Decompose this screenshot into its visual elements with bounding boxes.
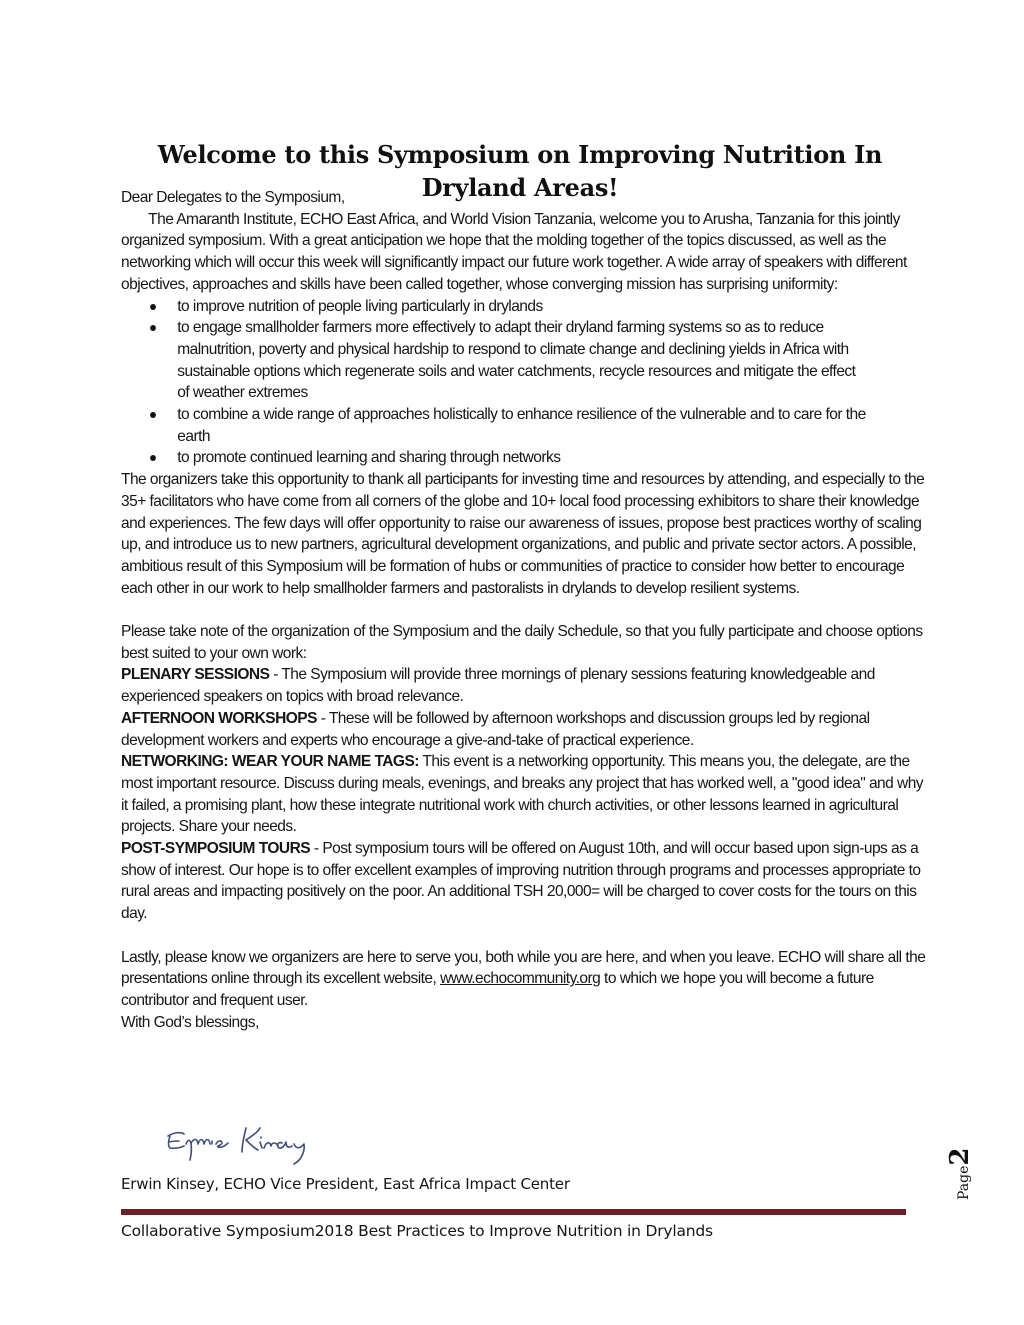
page-label: Page <box>956 1165 972 1200</box>
intro-paragraph: The Amaranth Institute, ECHO East Africa, and World Vision Tanzania, welcome you to Arusha, Tanzania for this jointly organized symposium. With a great anticipation we hope that the molding together of the topics discussed, as well as the networking which will occur this week will significantly impact our future work together. A wide array of speakers with different objectives, approaches and skills have been called together, whose converging mission has surprising uniformity: <box>121 210 907 293</box>
salutation: Dear Delegates to the Symposium, <box>121 189 345 206</box>
closing-paragraph: Lastly, please know we organizers are here to serve you, both while you are here, and when you leave. ECHO will share all the presentations online through its excellent website, www.echocommunity.org to which we hope you will become a future contributor and frequent user. <box>121 948 926 1009</box>
section-networking: NETWORKING: WEAR YOUR NAME TAGS: This event is a networking opportunity. This means you, the delegate, are the most important resource. Discuss during meals, evenings, and breaks any project that has worked well, a "good idea" and why it failed, a promising plant, how these integrate nutritional work with church activities, or other lessons learned in agricultural projects. Share your needs. <box>121 753 924 836</box>
section-heading: NETWORKING: WEAR YOUR NAME TAGS: <box>121 753 419 771</box>
note-paragraph: Please take note of the organization of the Symposium and the daily Schedule, so that you fully participate and choose options best suited to your own work: <box>121 623 923 662</box>
blessing: With God’s blessings, <box>121 1013 259 1031</box>
list-item: to combine a wide range of approaches holistically to enhance resilience of the vulnerable and to care for the earth <box>177 404 926 447</box>
section-tours: POST-SYMPOSIUM TOURS - Post symposium tours will be offered on August 10th, and will occur based upon sign-ups as a show of interest. Our hope is to offer excellent examples of improving nutrition through programs and processes appropriate to rural areas and impacting positively on the poor. An additional TSH 20,000= will be charged to cover costs for the tours on this day. <box>121 840 921 923</box>
list-item: to engage smallholder farmers more effectively to adapt their dryland farming systems so as to reduce malnutrition, poverty and physical hardship to respond to climate change and declining yields in Africa with sustainable options which regenerate soils and water catchments, recycle resources and mitigate the effect of weather extremes <box>177 317 926 404</box>
list-item: to promote continued learning and sharing through networks <box>177 447 926 469</box>
spacer <box>121 599 926 621</box>
bullet-icon <box>150 412 156 418</box>
bullet-icon <box>150 455 156 461</box>
list-item: to improve nutrition of people living particularly in drylands <box>177 296 926 318</box>
section-workshops: AFTERNOON WORKSHOPS - These will be followed by afternoon workshops and discussion groups led by regional development workers and experts who encourage a give-and-take of practical experience. <box>121 709 870 749</box>
document-body <box>121 187 926 1033</box>
section-plenary: PLENARY SESSIONS - The Symposium will provide three mornings of plenary sessions featuring knowledgeable and experienced speakers on topics with broad relevance. <box>121 666 875 706</box>
document-title: Welcome to this Symposium on Improving Nutrition In Dryland Areas! <box>157 140 883 203</box>
page-number <box>945 1148 975 1200</box>
bullet-icon <box>150 304 156 310</box>
signer-name: Erwin Kinsey, ECHO Vice President, East Africa Impact Center <box>121 1175 570 1193</box>
footer-text: Collaborative Symposium2018 Best Practices to Improve Nutrition in Drylands <box>121 1222 713 1240</box>
signature-image <box>160 1122 350 1168</box>
footer-rule <box>121 1209 906 1215</box>
section-heading: AFTERNOON WORKSHOPS <box>121 709 317 727</box>
section-heading: POST-SYMPOSIUM TOURS <box>121 840 311 858</box>
mission-list <box>121 296 926 470</box>
section-heading: PLENARY SESSIONS <box>121 666 270 684</box>
bullet-icon <box>150 325 156 331</box>
website-link[interactable]: www.echocommunity.org <box>440 970 601 988</box>
thanks-paragraph: The organizers take this opportunity to thank all participants for investing time and resources by attending, and especially to the 35+ facilitators who have come from all corners of the globe and 10+ local food processing exhibitors to share their knowledge and experiences. The few days will offer opportunity to raise our awareness of issues, propose best practices worthy of scaling up, and introduce us to new partners, agricultural development organizations, and public and private sector actors. A possible, ambitious result of this Symposium will be formation of hubs or communities of practice to consider how better to encourage each other in our work to help smallholder farmers and pastoralists in drylands to develop resilient systems. <box>121 471 925 597</box>
page-number-value: 2 <box>945 1147 975 1166</box>
spacer <box>121 925 926 947</box>
